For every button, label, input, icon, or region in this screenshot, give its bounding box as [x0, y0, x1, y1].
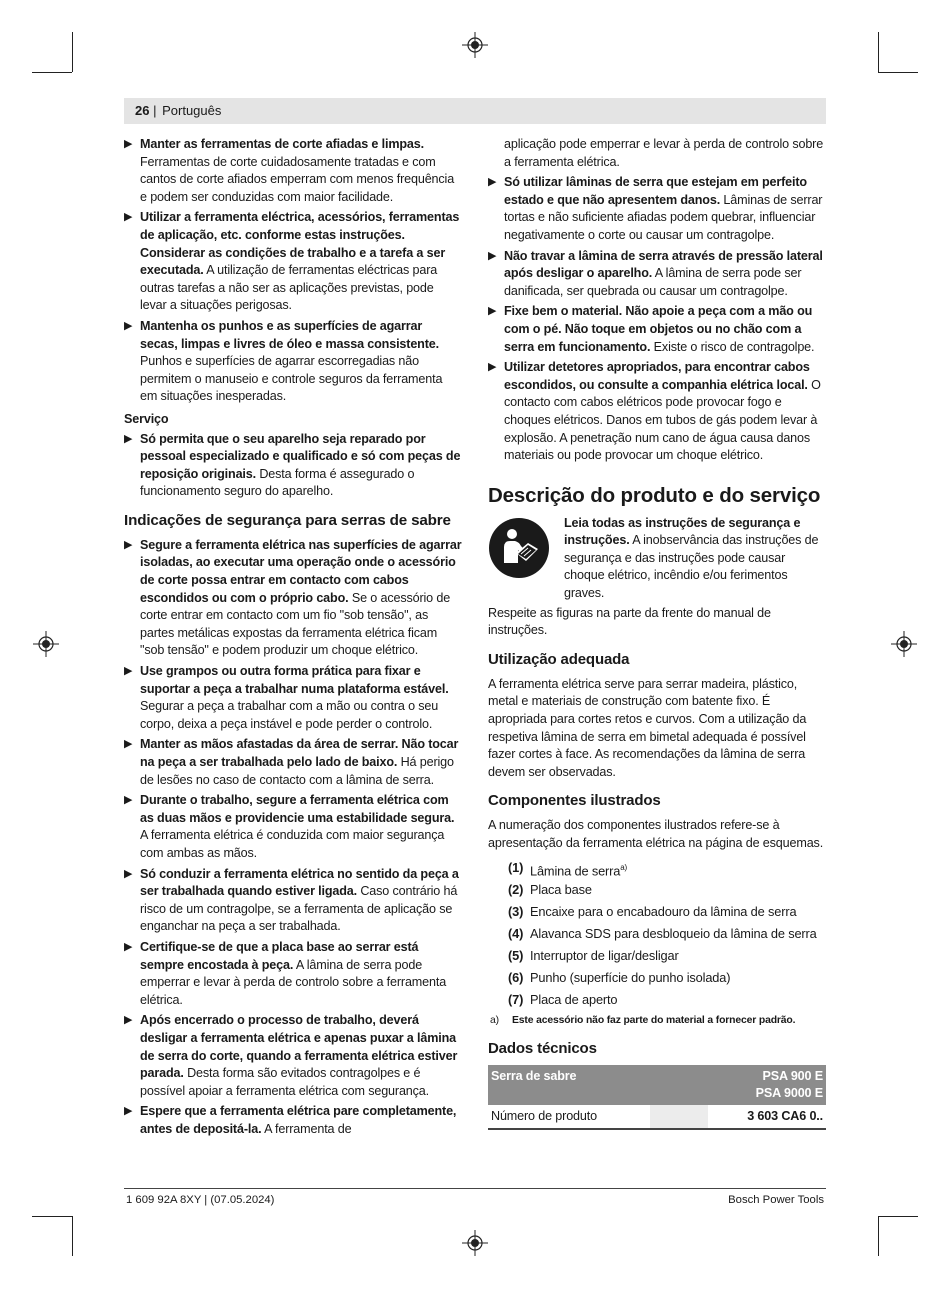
arrow-bullet-icon: ▶ [488, 361, 497, 374]
bullet-bold: Só utilizar lâminas de serra que estejam em perfeito estado e que não apresentem danos. [504, 175, 807, 207]
arrow-bullet-icon: ▶ [124, 432, 133, 445]
bullet-bold: Segure a ferramenta elétrica nas superfícies de agarrar isoladas, ao executar uma operação onde o acessório de corte possa entrar em contacto com cabos escondidos ou com o próprio cabo. [140, 537, 462, 605]
model-name: PSA 900 E [762, 1068, 823, 1083]
bullet-list-general [124, 136, 462, 406]
crop-mark [72, 32, 73, 72]
safety-bullet [124, 209, 462, 315]
footer-document-id: 1 609 92A 8XY | (07.05.2024) [126, 1194, 275, 1206]
arrow-bullet-icon: ▶ [124, 138, 133, 150]
arrow-bullet-icon: ▶ [124, 538, 133, 551]
bullet-text: O contacto com cabos elétricos pode provocar fogo e choques elétricos. Danos em tubos de gás podem levar à explosão. A penetração num cano de água causa danos materiais ou pode provocar um choque elétrico. [504, 377, 821, 463]
bullet-bold: Utilizar a ferramenta eléctrica, acessórios, ferramentas de aplicação, etc. conforme estas instruções. Considerar as condições de trabalho e a tarefa a ser executada. [140, 210, 460, 278]
component-label: Interruptor de ligar/desligar [530, 947, 679, 963]
warning-text: A inobservância das instruções de segurança e das instruções pode causar choque elétrico, incêndio e/ou ferimentos graves. [564, 533, 819, 601]
safety-bullet [124, 1012, 462, 1100]
registration-mark-icon [33, 631, 59, 657]
table-header-label: Serra de sabre [488, 1065, 708, 1105]
bullet-bold: Após encerrado o processo de trabalho, deverá desligar a ferramenta elétrica e apenas puxar a lâmina de serra do corte, quando a ferramenta elétrica estiver parada. [140, 1013, 458, 1081]
component-label: Lâmina de serra [530, 862, 621, 878]
arrow-bullet-icon: ▶ [124, 794, 133, 807]
page-number: 26 [135, 103, 150, 118]
read-manual-icon [488, 517, 550, 579]
safety-bullet [124, 792, 462, 862]
component-label: Placa de aperto [530, 991, 618, 1007]
component-number: (3) [508, 903, 524, 919]
safety-bullet [124, 736, 462, 789]
crop-mark [878, 1216, 879, 1256]
service-heading: Serviço [124, 411, 169, 426]
arrow-bullet-icon: ▶ [124, 319, 133, 332]
registration-mark-icon [462, 32, 488, 58]
safety-bullet [488, 174, 826, 244]
usage-text: A ferramenta elétrica serve para serrar madeira, plástico, metal e materiais de construção com batente fixo. É apropriada para cortes retos e curvos. Com a utilização da respetiva lâmina de serra em bimetal adequada é possível fazer cortes à face. As recomendações da lâmina de serra devem ser observadas. [488, 676, 807, 779]
safety-bullet [488, 248, 826, 301]
safety-bullet [488, 359, 826, 465]
read-instructions-warning [488, 515, 826, 605]
bullet-text: Se o acessório de corte entrar em contacto com um fio "sob tensão", as partes metálicas expostas da ferramenta elétrica ficam "sob tensão" e podem produzir um choque elétrico. [140, 590, 451, 658]
bullet-text: Há perigo de lesões no caso de contacto com a lâmina de serra. [140, 755, 454, 787]
bullet-text: A lâmina de serra pode ser danificada, ser quebrada ou causar um contragolpe. [504, 266, 802, 298]
component-label: Punho (superfície do punho isolada) [530, 969, 731, 985]
bullet-text: Caso contrário há risco de um contragolpe, se a ferramenta de aplicação se enganchar na peça a ser trabalhada. [140, 884, 458, 934]
components-heading: Componentes ilustrados [488, 792, 661, 810]
crop-mark [32, 1216, 72, 1217]
crop-mark [878, 72, 918, 73]
table-cell-value: 3 603 CA6 0.. [708, 1105, 826, 1129]
bullet-bold: Durante o trabalho, segure a ferramenta elétrica com as duas mãos e providencie uma estabilidade segura. [140, 793, 455, 825]
header-separator: | [153, 103, 157, 118]
page-header [124, 98, 826, 124]
registration-mark-icon [462, 1230, 488, 1256]
component-item [488, 879, 826, 901]
bullet-text: Existe o risco de contragolpe. [650, 339, 815, 354]
component-label: Alavanca SDS para desbloqueio da lâmina de serra [530, 925, 817, 941]
bullet-bold: Espere que a ferramenta elétrica pare completamente, antes de depositá-la. [140, 1104, 457, 1136]
table-header-row [488, 1065, 826, 1105]
component-label: Placa base [530, 881, 592, 897]
bullet-text: A lâmina de serra pode emperrar e levar à perda de controlo sobre a ferramenta elétrica. [140, 957, 447, 1007]
bullet-text: A ferramenta de [261, 1121, 352, 1136]
arrow-bullet-icon: ▶ [124, 1105, 133, 1118]
safety-bullet [488, 303, 826, 356]
left-column [124, 136, 462, 1141]
bullet-bold: Não travar a lâmina de serra através de pressão lateral após desligar o aparelho. [504, 248, 823, 281]
bullet-text: Ferramentas de corte cuidadosamente tratadas e com cantos de corte afiados emperram com menos frequência e podem ser conduzidas com maior facilidade. [140, 154, 455, 204]
component-label: Encaixe para o encabadouro da lâmina de serra [530, 903, 797, 919]
usage-heading: Utilização adequada [488, 650, 630, 668]
footer-brand: Bosch Power Tools [728, 1194, 824, 1206]
bullet-bold: Manter as mãos afastadas da área de serrar. Não tocar na peça a ser trabalhada pelo lado de baixo. [140, 737, 459, 769]
arrow-bullet-icon: ▶ [124, 867, 133, 880]
bullet-bold: Só permita que o seu aparelho seja reparado por pessoal especializado e qualificado e só com peças de reposição originais. [140, 431, 461, 481]
header-language: Português [162, 103, 222, 118]
bullet-bold: Mantenha os punhos e as superfícies de agarrar secas, limpas e livres de óleo e massa consistente. [140, 318, 439, 351]
arrow-bullet-icon: ▶ [124, 1014, 133, 1027]
component-number: (2) [508, 881, 524, 897]
component-number: (5) [508, 947, 524, 963]
registration-mark-icon [891, 631, 917, 657]
components-list [488, 857, 826, 1011]
safety-bullet [124, 663, 462, 733]
arrow-bullet-icon: ▶ [124, 940, 133, 953]
model-name: PSA 9000 E [755, 1085, 823, 1100]
section-title: Descrição do produto e do serviço [488, 483, 821, 507]
arrow-bullet-icon: ▶ [488, 249, 497, 262]
tech-heading: Dados técnicos [488, 1039, 597, 1057]
component-number: (6) [508, 969, 524, 985]
right-column [488, 136, 826, 1130]
arrow-bullet-icon: ▶ [124, 738, 133, 751]
bullet-text: A utilização de ferramentas eléctricas para outras tarefas a não ser as aplicações previstas, pode levar a situações perigosas. [140, 263, 438, 313]
bullet-text: Segurar a peça a trabalhar com a mão ou contra o seu corpo, deixa a peça instável e pode perder o controlo. [140, 699, 439, 731]
arrow-bullet-icon: ▶ [124, 211, 133, 224]
footnote-label: a) [490, 1014, 499, 1026]
table-header-models [708, 1065, 826, 1105]
safety-bullet [124, 537, 462, 660]
component-footnote-ref: a) [620, 862, 628, 872]
table-row [488, 1105, 826, 1129]
warning-bold: Leia todas as instruções de segurança e instruções. [564, 515, 801, 548]
bullet-bold: Manter as ferramentas de corte afiadas e limpas. [140, 137, 424, 151]
component-number: (7) [508, 991, 524, 1007]
safety-bullet [124, 318, 462, 406]
safety-bullet [124, 939, 462, 1009]
safety-bullet [124, 431, 462, 501]
saber-saw-safety-heading: Indicações de segurança para serras de sabre [124, 511, 451, 529]
page-footer [124, 1188, 826, 1206]
continued-text: aplicação pode emperrar e levar à perda de controlo sobre a ferramenta elétrica. [504, 137, 824, 169]
component-item [488, 901, 826, 923]
bullet-text: Desta forma é assegurado o funcionamento seguro do aparelho. [140, 466, 415, 499]
bullet-bold: Fixe bem o material. Não apoie a peça com a mão ou com o pé. Não toque em objetos ou no chão com a serra em funcionamento. [504, 304, 813, 354]
table-cell-blank [650, 1105, 708, 1129]
components-intro: A numeração dos componentes ilustrados refere-se à apresentação da ferramenta elétrica na página de esquemas. [488, 818, 824, 851]
safety-bullet [124, 136, 462, 206]
bullet-text: A ferramenta elétrica é conduzida com maior segurança com ambas as mãos. [140, 828, 445, 860]
component-number: (4) [508, 925, 524, 941]
bullet-text: Punhos e superfícies de agarrar escorregadias não permitem o manuseio e controle seguros da ferramenta em situações inesperadas. [140, 354, 443, 404]
safety-bullet [124, 1103, 462, 1138]
bullet-bold: Certifique-se de que a placa base ao serrar está sempre encostada à peça. [140, 939, 419, 972]
component-item [488, 989, 826, 1011]
crop-mark [878, 1216, 918, 1217]
component-item [488, 945, 826, 967]
table-cell-label: Número de produto [488, 1105, 650, 1129]
bullet-bold: Use grampos ou outra forma prática para fixar e suportar a peça a trabalhar numa plataforma estável. [140, 664, 449, 696]
tech-data-table [488, 1065, 826, 1130]
component-item [488, 923, 826, 945]
footnote-text: Este acessório não faz parte do material a fornecer padrão. [512, 1014, 796, 1026]
crop-mark [32, 72, 72, 73]
component-number: (1) [508, 859, 524, 875]
safety-bullet [124, 866, 462, 936]
footnote [488, 1013, 826, 1029]
arrow-bullet-icon: ▶ [124, 665, 133, 678]
arrow-bullet-icon: ▶ [488, 305, 497, 318]
crop-mark [72, 1216, 73, 1256]
bullet-text: Lâminas de serrar tortas e não suficiente afiadas podem quebrar, influenciar negativamente o corte ou causar um contragolpe. [504, 192, 823, 242]
bullet-bold: Utilizar detetores apropriados, para encontrar cabos escondidos, ou consulte a companhia elétrica local. [504, 360, 810, 392]
arrow-bullet-icon: ▶ [488, 176, 497, 189]
bullet-text: Desta forma são evitados contragolpes e é possível apoiar a ferramenta elétrica com segurança. [140, 1066, 430, 1098]
component-item [488, 967, 826, 989]
component-item [488, 857, 826, 879]
bullet-bold: Só conduzir a ferramenta elétrica no sentido da peça a ser trabalhada quando estiver ligada. [140, 866, 459, 899]
figures-note: Respeite as figuras na parte da frente do manual de instruções. [488, 605, 771, 638]
crop-mark [878, 32, 879, 72]
